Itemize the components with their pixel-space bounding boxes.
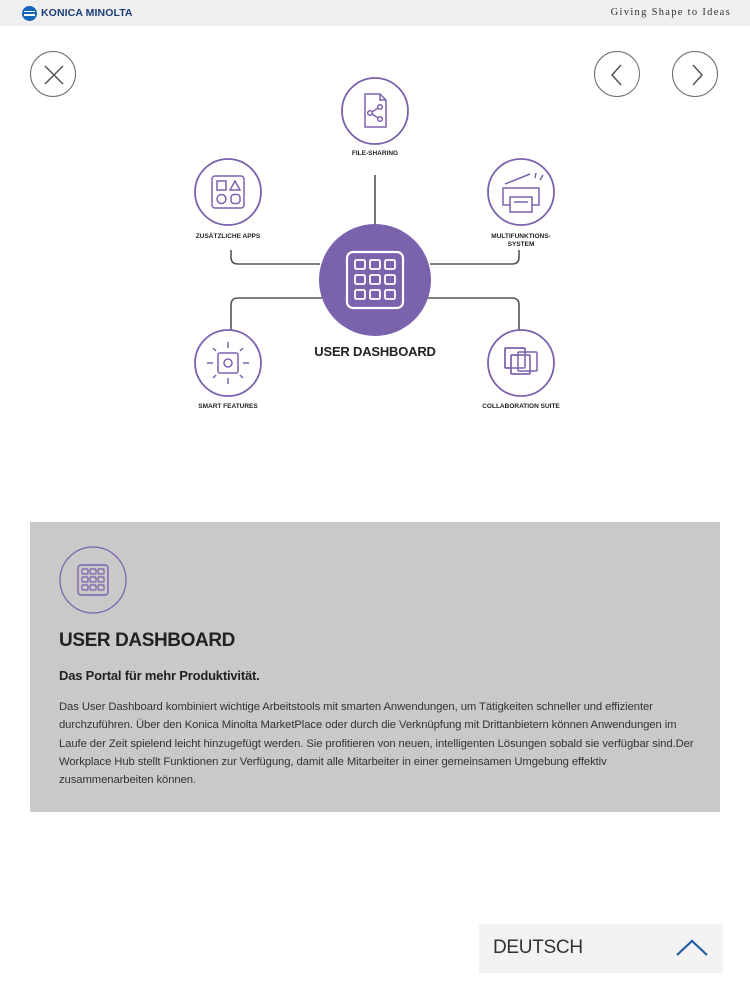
panel-title: USER DASHBOARD (59, 630, 235, 651)
panel-subtitle: Das Portal für mehr Produktivität. (59, 668, 260, 683)
file-sharing-label: FILE-SHARING (351, 150, 399, 157)
slogan: Giving Shape to Ideas (610, 7, 731, 18)
brand-name: KONICA MINOLTA (41, 7, 133, 19)
info-panel (30, 522, 720, 812)
file-sharing-node[interactable] (342, 78, 408, 144)
collaboration-suite-label: COLLABORATION SUITE (482, 403, 560, 410)
language-selector[interactable] (479, 924, 723, 973)
smart-features-label: SMART FEATURES (198, 403, 258, 410)
center-label: USER DASHBOARD (314, 344, 436, 359)
smart-features-node[interactable] (195, 330, 261, 396)
chevron-up-icon[interactable] (675, 936, 709, 958)
zusaetzliche-apps-label: ZUSÄTZLICHE APPS (195, 233, 261, 240)
dashboard-grid-icon (59, 546, 127, 614)
multifunktionssystem-label: MULTIFUNKTIONS- SYSTEM (491, 233, 551, 248)
multifunktionssystem-node[interactable] (488, 159, 554, 225)
user-dashboard-diagram (0, 0, 750, 440)
language-label: DEUTSCH (493, 937, 583, 958)
center-node[interactable] (319, 224, 431, 336)
panel-description: Das User Dashboard kombiniert wichtige Arbeitstools mit smarten Anwendungen, um Tätigkeiten schneller und effizienter durchzuführen. Über den Konica Minolta MarketPlace oder durch die Verknüpfung mit Drittanbietern können Anwendungen im Laufe der Zeit spielend leicht hinzugefügt werden. Sie profitieren von neuen, intelligenten Lösungen sobald sie verfügbar sind.Der Workplace Hub stellt Funktionen zur Verfügung, damit alle Mitarbeiter in einer gemeinsamen Umgebung effektiv zusammenarbeiten können. (59, 701, 694, 787)
collaboration-suite-node[interactable] (488, 330, 554, 396)
zusaetzliche-apps-node[interactable] (195, 159, 261, 225)
